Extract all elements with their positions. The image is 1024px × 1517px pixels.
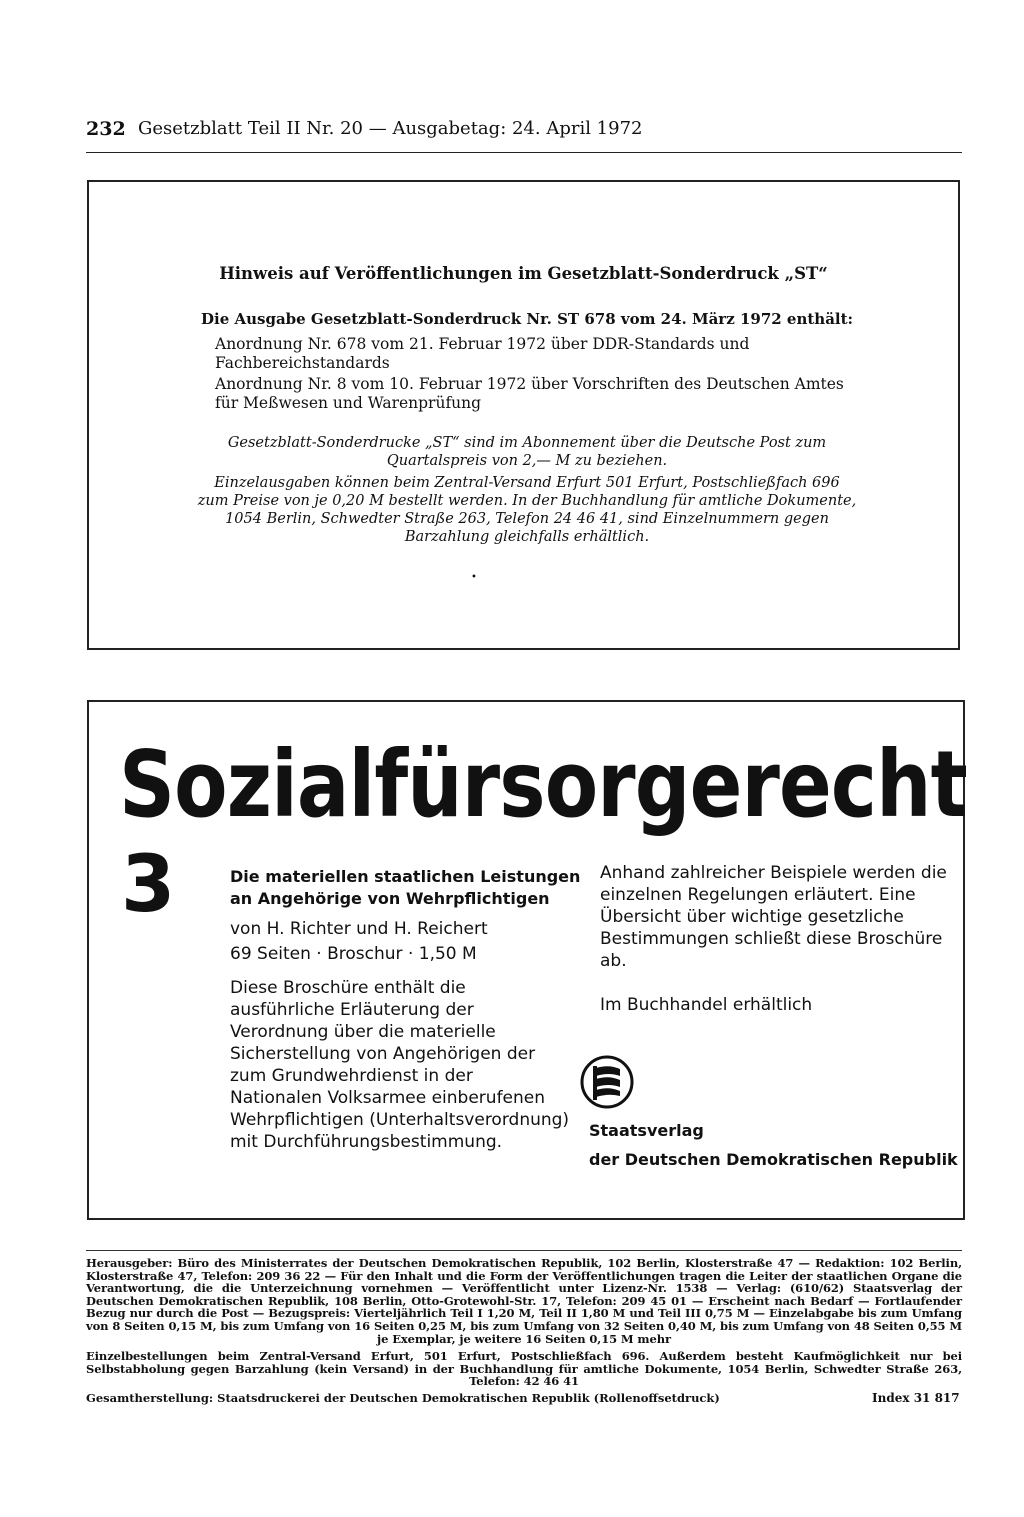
publication-notice-box — [87, 180, 960, 650]
ad-description: Diese Broschüre enthält die ausführliche Erläuterung der Verordnung über die materielle Sicherstellung von Angehörigen der zum Grundwehrdienst in der Nationalen Volksarmee einberufenen Wehrpflichtigen (Unterhaltsverordnung) mit Durchführungsbestimmung. — [230, 978, 570, 1152]
publisher-name-line: Staatsverlag — [589, 1121, 704, 1140]
notice-subtitle: Die Ausgabe Gesetzblatt-Sonderdruck Nr. ST 678 vom 24. März 1972 enthält: — [201, 310, 854, 328]
imprint-divider — [86, 1250, 962, 1251]
book-advertisement — [87, 700, 965, 1220]
ad-price-line: 69 Seiten · Broschur · 1,50 M — [230, 944, 477, 964]
publisher-logo-icon — [579, 1054, 635, 1110]
ad-authors: von H. Richter und H. Reichert — [230, 919, 488, 939]
index-number: Index 31 817 — [872, 1391, 960, 1405]
subscription-note: Gesetzblatt-Sonderdrucke „ST“ sind im Abonnement über die Deutsche Post zum Quartalspreis von 2,— M zu beziehen. — [227, 435, 827, 469]
ad-book-title-line: an Angehörige von Wehrpflichtigen — [230, 889, 550, 908]
ad-book-title-line: Die materiellen staatlichen Leistungen — [230, 867, 581, 886]
ad-availability: Im Buchhandel erhältlich — [600, 995, 813, 1015]
notice-title: Hinweis auf Veröffentlichungen im Gesetzblatt-Sonderdruck „ST“ — [219, 264, 828, 283]
single-issues-note: Einzelausgaben können beim Zentral-Versand Erfurt 501 Erfurt, Postschließfach 696 zum Preise von je 0,20 M bestellt werden. In der Buchhandlung für amtliche Dokumente, 1054 Berlin, Schwedter Straße 263, Telefon 24 46 41, sind Einzelnummern gegen Barzahlung gleichfalls erhältlich. — [197, 475, 857, 545]
running-head: Gesetzblatt Teil II Nr. 20 — Ausgabetag: 24. April 1972 — [138, 118, 643, 139]
print-speck: • — [471, 572, 477, 583]
publisher-name — [589, 1116, 958, 1174]
ad-headline: Sozialfürsorgerecht — [119, 731, 967, 838]
notice-entry: Anordnung Nr. 678 vom 21. Februar 1972 über DDR-Standards und Fachbereichstandards — [215, 335, 750, 372]
imprint-publisher-info: Herausgeber: Büro des Ministerrates der Deutschen Demokratischen Republik, 102 Berlin, Klosterstraße 47 — Redaktion: 102 Berlin, Klosterstraße 47, Telefon: 209 36 22 — Für den Inhalt und die Form der Veröffentlichungen tragen die Leiter der staatlichen Organe die Verantwortung, die die Unterzeichnung vornehmen — Veröffentlicht unter Lizenz-Nr. 1538 — Verlag: (610/62) Staatsverlag der Deutschen Demokratischen Republik, 108 Berlin, Otto-Grotewohl-Str. 17, Telefon: 209 45 01 — Erscheint nach Bedarf — Fortlaufender Bezug nur durch die Post — Bezugspreis: Vierteljährlich Teil I 1,20 M, Teil II 1,80 M und Teil III 0,75 M — Einzelabgabe bis zum Umfang von 8 Seiten 0,15 M, bis zum Umfang von 16 Seiten 0,25 M, bis zum Umfang von 32 Seiten 0,40 M, bis zum Umfang von 48 Seiten 0,55 M je Exemplar, je weitere 16 Seiten 0,15 M mehr — [86, 1256, 962, 1346]
notice-entry: Anordnung Nr. 8 vom 10. Februar 1972 über Vorschriften des Deutschen Amtes für Meßwesen und Warenprüfung — [215, 375, 844, 412]
page-number: 232 — [86, 118, 126, 140]
ad-volume-number: 3 — [121, 840, 176, 930]
page-header — [86, 118, 962, 153]
imprint-printer: Gesamtherstellung: Staatsdruckerei der Deutschen Demokratischen Republik (Rollenoffsetdruck) — [86, 1391, 720, 1405]
imprint-orders: Einzelbestellungen beim Zentral-Versand Erfurt, 501 Erfurt, Postschließfach 696. Außerdem besteht Kaufmöglichkeit nur bei Selbstabholung gegen Barzahlung (kein Versand) in der Buchhandlung für amtliche Dokumente, 1054 Berlin, Schwedter Straße 263, Telefon: 42 46 41 — [86, 1349, 962, 1389]
ad-book-title — [230, 866, 580, 910]
publisher-name-line: der Deutschen Demokratischen Republik — [589, 1150, 958, 1169]
ad-examples-text: Anhand zahlreicher Beispiele werden die einzelnen Regelungen erläutert. Eine Übersicht über wichtige gesetzliche Bestimmungen schließt diese Broschüre ab. — [600, 863, 947, 971]
